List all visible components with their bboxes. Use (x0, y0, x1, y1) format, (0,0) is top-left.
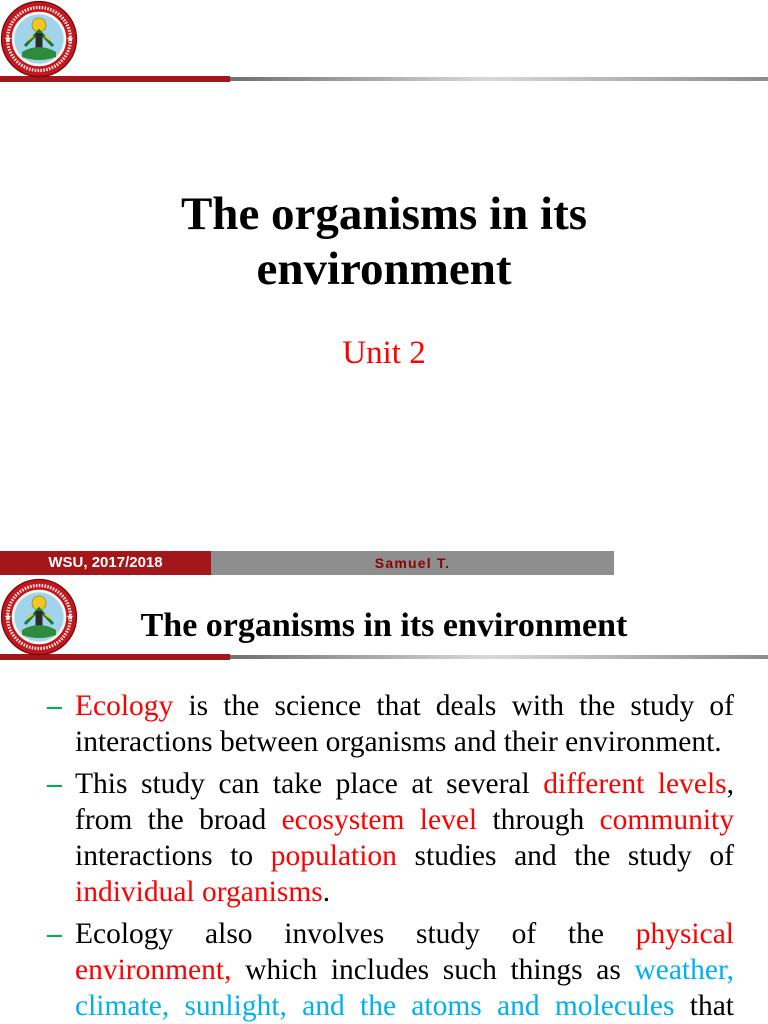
slide-title: The organisms in its environment (180, 188, 588, 295)
bullet-marker: – (47, 690, 62, 722)
bullet-text (75, 916, 734, 1024)
text-run: This study can take place at several (75, 768, 544, 800)
highlighted-term: different levels (543, 768, 727, 800)
slide-footer (0, 551, 614, 575)
text-run: that (674, 990, 734, 1022)
text-run: Ecology also involves study of the (75, 918, 636, 950)
text-run: through (477, 804, 600, 836)
bullet-marker: – (47, 768, 62, 800)
highlighted-term: Ecology (75, 690, 174, 722)
text-run: , from the broad (75, 768, 734, 836)
slide-2 (0, 576, 768, 1024)
highlighted-term: ecosystem level (281, 804, 478, 836)
highlighted-term: population (270, 840, 397, 872)
bullet-list (47, 688, 734, 1024)
bullet-item (47, 688, 734, 760)
header-divider-bar (0, 76, 768, 82)
text-run: studies and the study of (396, 840, 734, 872)
footer-author: Samuel T. (211, 551, 614, 575)
highlighted-term: individual organisms (75, 876, 323, 908)
highlighted-term: weather, climate, sunlight, and the atoms and molecules (75, 954, 734, 1022)
text-run: which includes such things as (231, 954, 635, 986)
university-seal-icon (0, 0, 78, 78)
footer-institution-year: WSU, 2017/2018 (0, 551, 211, 575)
university-seal-icon (0, 578, 78, 656)
divider-gray-segment (230, 77, 768, 81)
highlighted-term: physical environment, (75, 918, 734, 986)
text-run: interactions to (75, 840, 271, 872)
text-run: is the science that deals with the study of interactions between organisms and their environment. (75, 690, 734, 758)
text-run: . (322, 876, 331, 908)
bullet-text (75, 766, 734, 910)
highlighted-term: community (599, 804, 734, 836)
slide-subtitle: Unit 2 (342, 335, 426, 371)
bullet-marker: – (47, 918, 62, 950)
divider-gray-segment (230, 655, 768, 659)
header-divider-bar (0, 654, 768, 660)
bullet-text (75, 688, 734, 760)
slide-title: The organisms in its environment (140, 607, 628, 644)
bullet-item (47, 916, 734, 1024)
bullet-item (47, 766, 734, 910)
